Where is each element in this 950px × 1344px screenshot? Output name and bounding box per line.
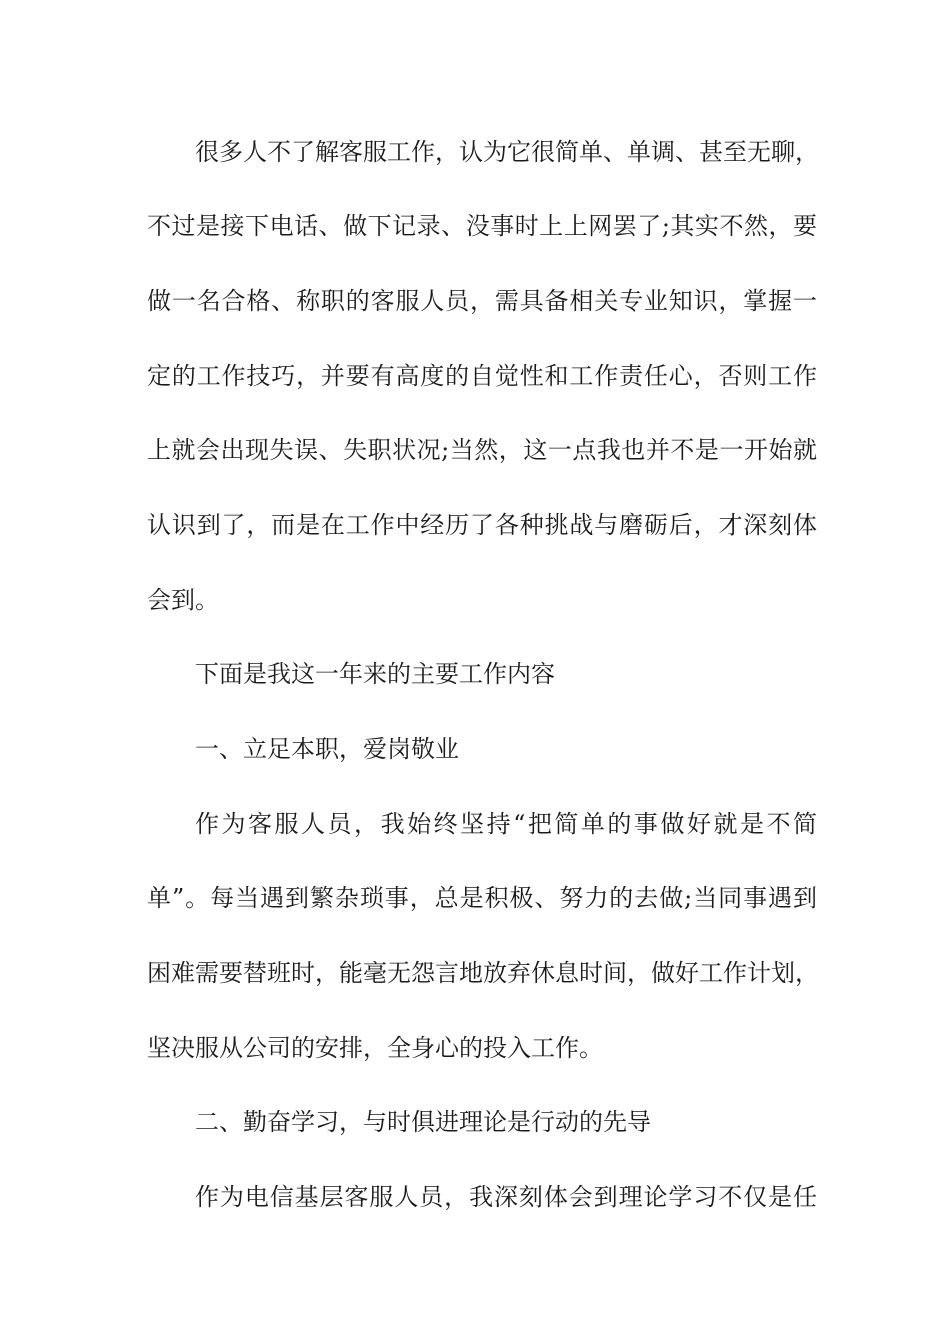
- paragraph-1-line-4: 定的工作技巧，并要有高度的自觉性和工作责任心，否则工作: [147, 362, 817, 390]
- paragraph-3-line-1: 作为电信基层客服人员，我深刻体会到理论学习不仅是任: [195, 1183, 817, 1211]
- paragraph-2-line-1: 作为客服人员，我始终坚持“把简单的事做好就是不简: [195, 810, 817, 838]
- paragraph-1-line-5: 上就会出现失误、失职状况;当然，这一点我也并不是一开始就: [147, 436, 817, 464]
- section-1-heading: 一、立足本职，爱岗敬业: [195, 735, 459, 763]
- section-2-heading: 二、勤奋学习，与时俱进理论是行动的先导: [195, 1108, 651, 1136]
- paragraph-1-line-1: 很多人不了解客服工作，认为它很简单、单调、甚至无聊，: [195, 138, 819, 166]
- paragraph-2-line-3: 困难需要替班时，能毫无怨言地放弃休息时间，做好工作计划，: [147, 959, 819, 987]
- paragraph-2-line-2: 单”。每当遇到繁杂琐事，总是积极、努力的去做;当同事遇到: [147, 884, 817, 912]
- paragraph-1-line-2: 不过是接下电话、做下记录、没事时上上网罢了;其实不然，要: [147, 212, 817, 240]
- paragraph-1-line-7: 会到。: [147, 586, 219, 614]
- paragraph-2-line-4: 坚决服从公司的安排，全身心的投入工作。: [147, 1034, 603, 1062]
- intro-heading: 下面是我这一年来的主要工作内容: [195, 660, 555, 688]
- paragraph-1-line-3: 做一名合格、称职的客服人员，需具备相关专业知识，掌握一: [147, 287, 817, 315]
- paragraph-1-line-6: 认识到了，而是在工作中经历了各种挑战与磨砺后，才深刻体: [147, 511, 817, 539]
